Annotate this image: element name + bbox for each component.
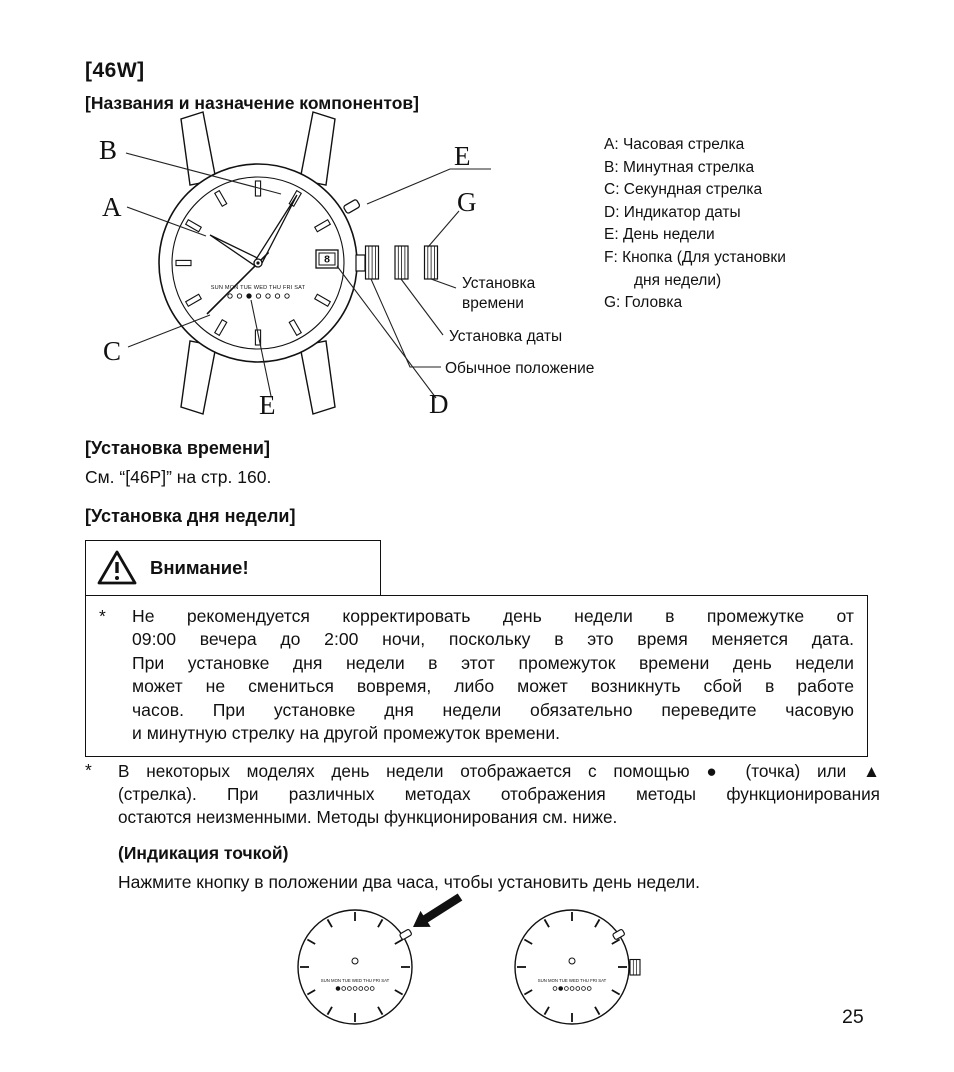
warning-text-line: может не смениться вовремя, либо может возникнуть сбой в работе [132,676,854,697]
small-watch-before [298,894,462,1025]
warning-bullet: * [99,605,106,626]
crown-label-time-2: времени [462,295,524,312]
callout-c: C [103,336,122,366]
note-text-line: В некоторых моделях день недели отображается с помощью ● (точка) или ▲ [118,761,880,781]
press-arrow-icon [413,894,462,928]
dot-indication-instruction: Нажмите кнопку в положении два часа, чтобы установить день недели. [118,872,700,892]
display-variants-note [85,760,880,829]
note-text-line: (стрелка). При различных методах отображения методы функционирования [118,784,880,804]
small-button [399,929,412,940]
day-set-button [343,199,360,214]
note-bullet: * [85,760,92,780]
model-title: [46W] [85,59,145,82]
callout-e-top: E [454,141,471,171]
callout-g: G [457,187,477,217]
date-window [316,250,338,268]
components-section-title: [Названия и назначение компонентов] [85,93,419,113]
crown-positions [356,246,438,279]
note-text [118,760,880,829]
legend-line: A: Часовая стрелка [604,136,745,153]
legend-line: F: Кнопка (Для установки [604,248,786,266]
crown-label-normal: Обычное положение [445,360,595,377]
legend-line: C: Секундная стрелка [604,181,763,199]
small-crown [630,960,640,976]
warning-header-box [85,540,381,596]
small-watch-after [515,910,640,1024]
legend-line: дня недели) [634,271,722,289]
day-setting-title: [Установка дня недели] [85,506,296,526]
callout-e-bottom: E [259,390,276,420]
date-numeral: 8 [324,253,330,266]
watch-components-diagram [0,110,954,446]
legend-line: D: Индикатор даты [604,203,741,221]
warning-text-line: Не рекомендуется корректировать день недели в промежутке от [132,605,854,626]
warning-text-line: часов. При установке дня недели обязательно переведите часовую [132,699,854,720]
component-legend [604,134,786,315]
page-number: 25 [842,1006,864,1028]
warning-text-line: и минутную стрелку на другой промежуток времени. [132,723,561,744]
note-text-line: остаются неизменными. Методы функционирования см. ниже. [118,807,618,827]
legend-line: B: Минутная стрелка [604,158,755,176]
time-setting-title: [Установка времени] [85,438,270,458]
warning-triangle-icon [97,549,137,587]
day-scale-text: SUN MON TUE WED THU FRI SAT [537,978,607,983]
callout-a: A [102,192,122,222]
warning-title: Внимание! [150,557,249,578]
callout-d: D [429,389,449,419]
callout-b: B [99,135,118,165]
legend-line: E: День недели [604,226,715,244]
crown-label-time-1: Установка [462,275,536,292]
legend-line: G: Головка [604,294,683,312]
day-scale-text: SUN MON TUE WED THU FRI SAT [210,285,306,291]
warning-text-line: 09:00 вечера до 2:00 ночи, поскольку в это время меняется дата. [132,629,854,650]
crown-label-date: Установка даты [449,328,563,345]
day-scale-text: SUN MON TUE WED THU FRI SAT [320,978,390,983]
time-setting-body: См. “[46P]” на стр. 160. [85,467,272,487]
dot-indication-title: (Индикация точкой) [118,843,289,863]
warning-text-line: При установке дня недели в этот промежуток времени день недели [132,652,854,673]
dot-indication-figures [0,882,954,1042]
warning-body-box [85,595,868,758]
warning-text [132,605,854,747]
